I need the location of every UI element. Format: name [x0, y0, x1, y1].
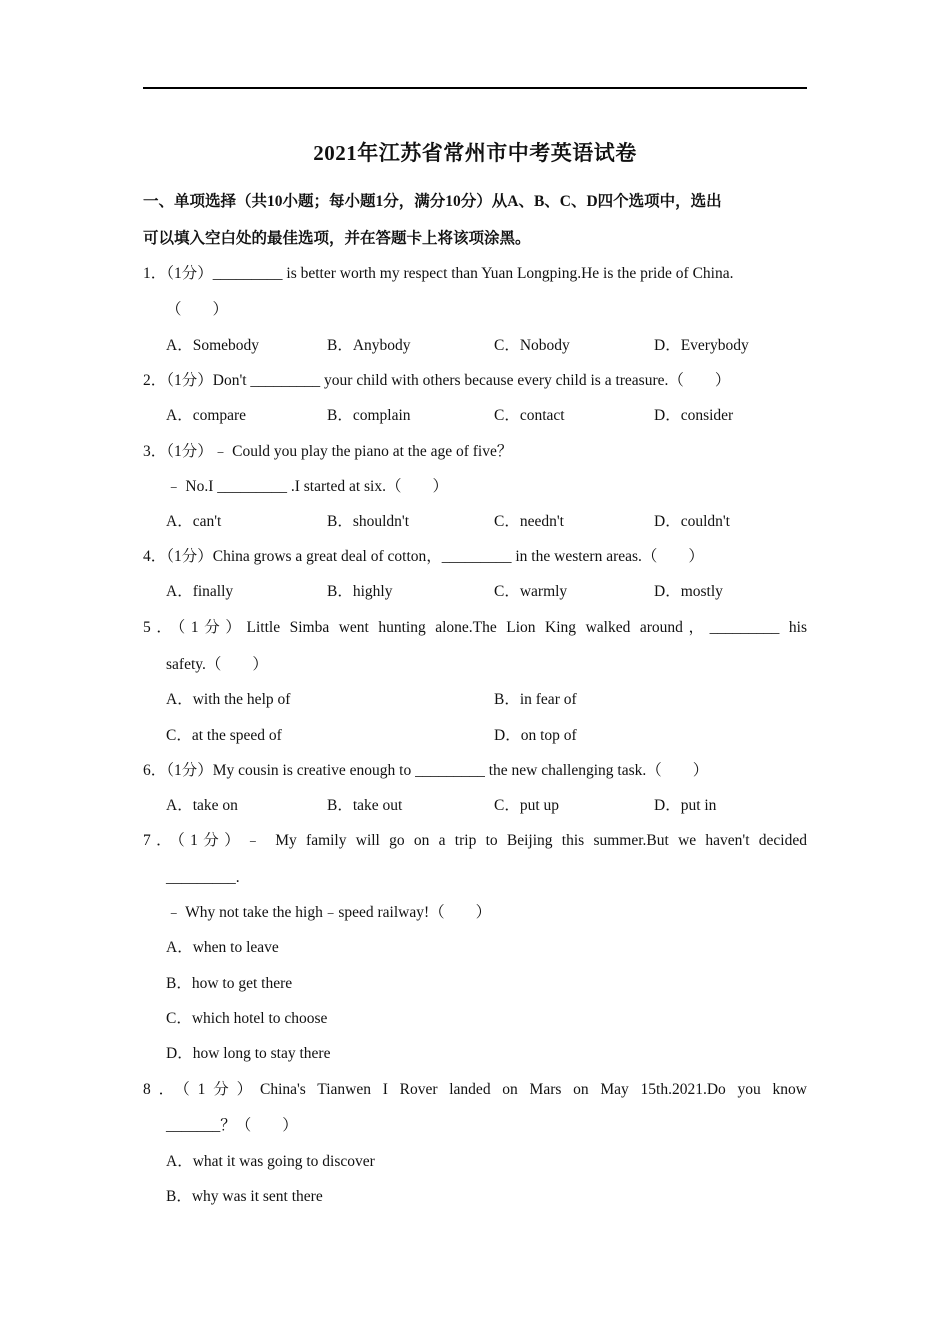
option-c[interactable]: C．warmly — [494, 583, 568, 600]
option-c[interactable]: C．Nobody — [494, 337, 570, 354]
option-d[interactable]: D．how long to stay there — [166, 1045, 331, 1062]
header-rule — [143, 87, 807, 89]
question-3 — [143, 442, 807, 462]
question-stem: （1分）﹣ My family will go on a trip to Beijing this summer.But we haven't decided — [177, 832, 807, 849]
option-a[interactable]: A．with the help of — [166, 691, 291, 708]
question-stem: （1分）Don't _________ your child with others because every child is a treasure.（ ） — [166, 372, 731, 389]
question-stem: （1分）China's Tianwen I Rover landed on Mars on May 15th.2021.Do you know — [182, 1081, 807, 1098]
question-5 — [143, 618, 807, 638]
section-instructions-line-2: 可以填入空白处的最佳选项，并在答题卡上将该项涂黑。 — [143, 230, 531, 247]
option-a[interactable]: A．what it was going to discover — [166, 1153, 375, 1170]
question-number: 6． — [143, 762, 167, 779]
option-d[interactable]: D．mostly — [654, 583, 723, 600]
question-7-reply: ﹣ Why not take the high﹣speed railway!（ ） — [166, 904, 492, 921]
question-1 — [143, 264, 807, 284]
option-a[interactable]: A．Somebody — [166, 337, 260, 354]
option-c[interactable]: C．at the speed of — [166, 727, 282, 744]
question-stem: （1分）My cousin is creative enough to _________ the new challenging task.（ ） — [166, 762, 709, 779]
option-a[interactable]: A．can't — [166, 513, 222, 530]
option-b[interactable]: B．shouldn't — [327, 513, 410, 530]
question-3-reply: ﹣ No.I _________ .I started at six.（ ） — [166, 478, 448, 495]
question-stem: （1分）China grows a great deal of cotton，_________ in the western areas.（ ） — [166, 548, 704, 565]
option-a[interactable]: A．take on — [166, 797, 238, 814]
question-number: 5． — [143, 619, 178, 636]
question-number: 4． — [143, 548, 167, 565]
option-b[interactable]: B．how to get there — [166, 975, 293, 992]
question-number: 1． — [143, 265, 167, 282]
option-b[interactable]: B．why was it sent there — [166, 1188, 323, 1205]
question-7-continuation: _________. — [166, 869, 240, 886]
section-instructions-line-1: 一、单项选择（共10小题；每小题1分，满分10分）从A、B、C、D四个选项中，选出 — [143, 193, 722, 210]
question-6 — [143, 761, 807, 781]
question-2 — [143, 371, 807, 391]
question-8-continuation: _______？（ ） — [166, 1117, 298, 1134]
question-1-bracket: （ ） — [166, 301, 229, 318]
option-b[interactable]: B．complain — [327, 407, 411, 424]
option-b[interactable]: B．in fear of — [494, 691, 577, 708]
option-b[interactable]: B．highly — [327, 583, 393, 600]
question-7 — [143, 831, 807, 851]
question-4 — [143, 547, 807, 567]
question-number: 8． — [143, 1081, 182, 1098]
option-c[interactable]: C．put up — [494, 797, 560, 814]
option-c[interactable]: C．which hotel to choose — [166, 1010, 328, 1027]
question-8 — [143, 1080, 807, 1100]
question-number: 3． — [143, 443, 167, 460]
page-title: 2021年江苏省常州市中考英语试卷 — [313, 141, 637, 165]
question-stem: （1分）_________ is better worth my respect than Yuan Longping.He is the pride of China. — [166, 265, 734, 282]
question-number: 2． — [143, 372, 167, 389]
question-number: 7． — [143, 832, 178, 849]
question-5-continuation: safety.（ ） — [166, 656, 268, 673]
option-b[interactable]: B．take out — [327, 797, 403, 814]
question-stem: （1分）Little Simba went hunting alone.The Lion King walked around，_________ his — [177, 619, 807, 636]
option-d[interactable]: D．on top of — [494, 727, 577, 744]
option-c[interactable]: C．needn't — [494, 513, 564, 530]
option-d[interactable]: D．consider — [654, 407, 734, 424]
option-d[interactable]: D．put in — [654, 797, 717, 814]
option-a[interactable]: A．finally — [166, 583, 234, 600]
option-a[interactable]: A．when to leave — [166, 939, 279, 956]
option-c[interactable]: C．contact — [494, 407, 565, 424]
option-d[interactable]: D．couldn't — [654, 513, 730, 530]
option-b[interactable]: B．Anybody — [327, 337, 411, 354]
question-stem: （1分）﹣ Could you play the piano at the age of five？ — [166, 443, 513, 460]
option-a[interactable]: A．compare — [166, 407, 247, 424]
option-d[interactable]: D．Everybody — [654, 337, 749, 354]
